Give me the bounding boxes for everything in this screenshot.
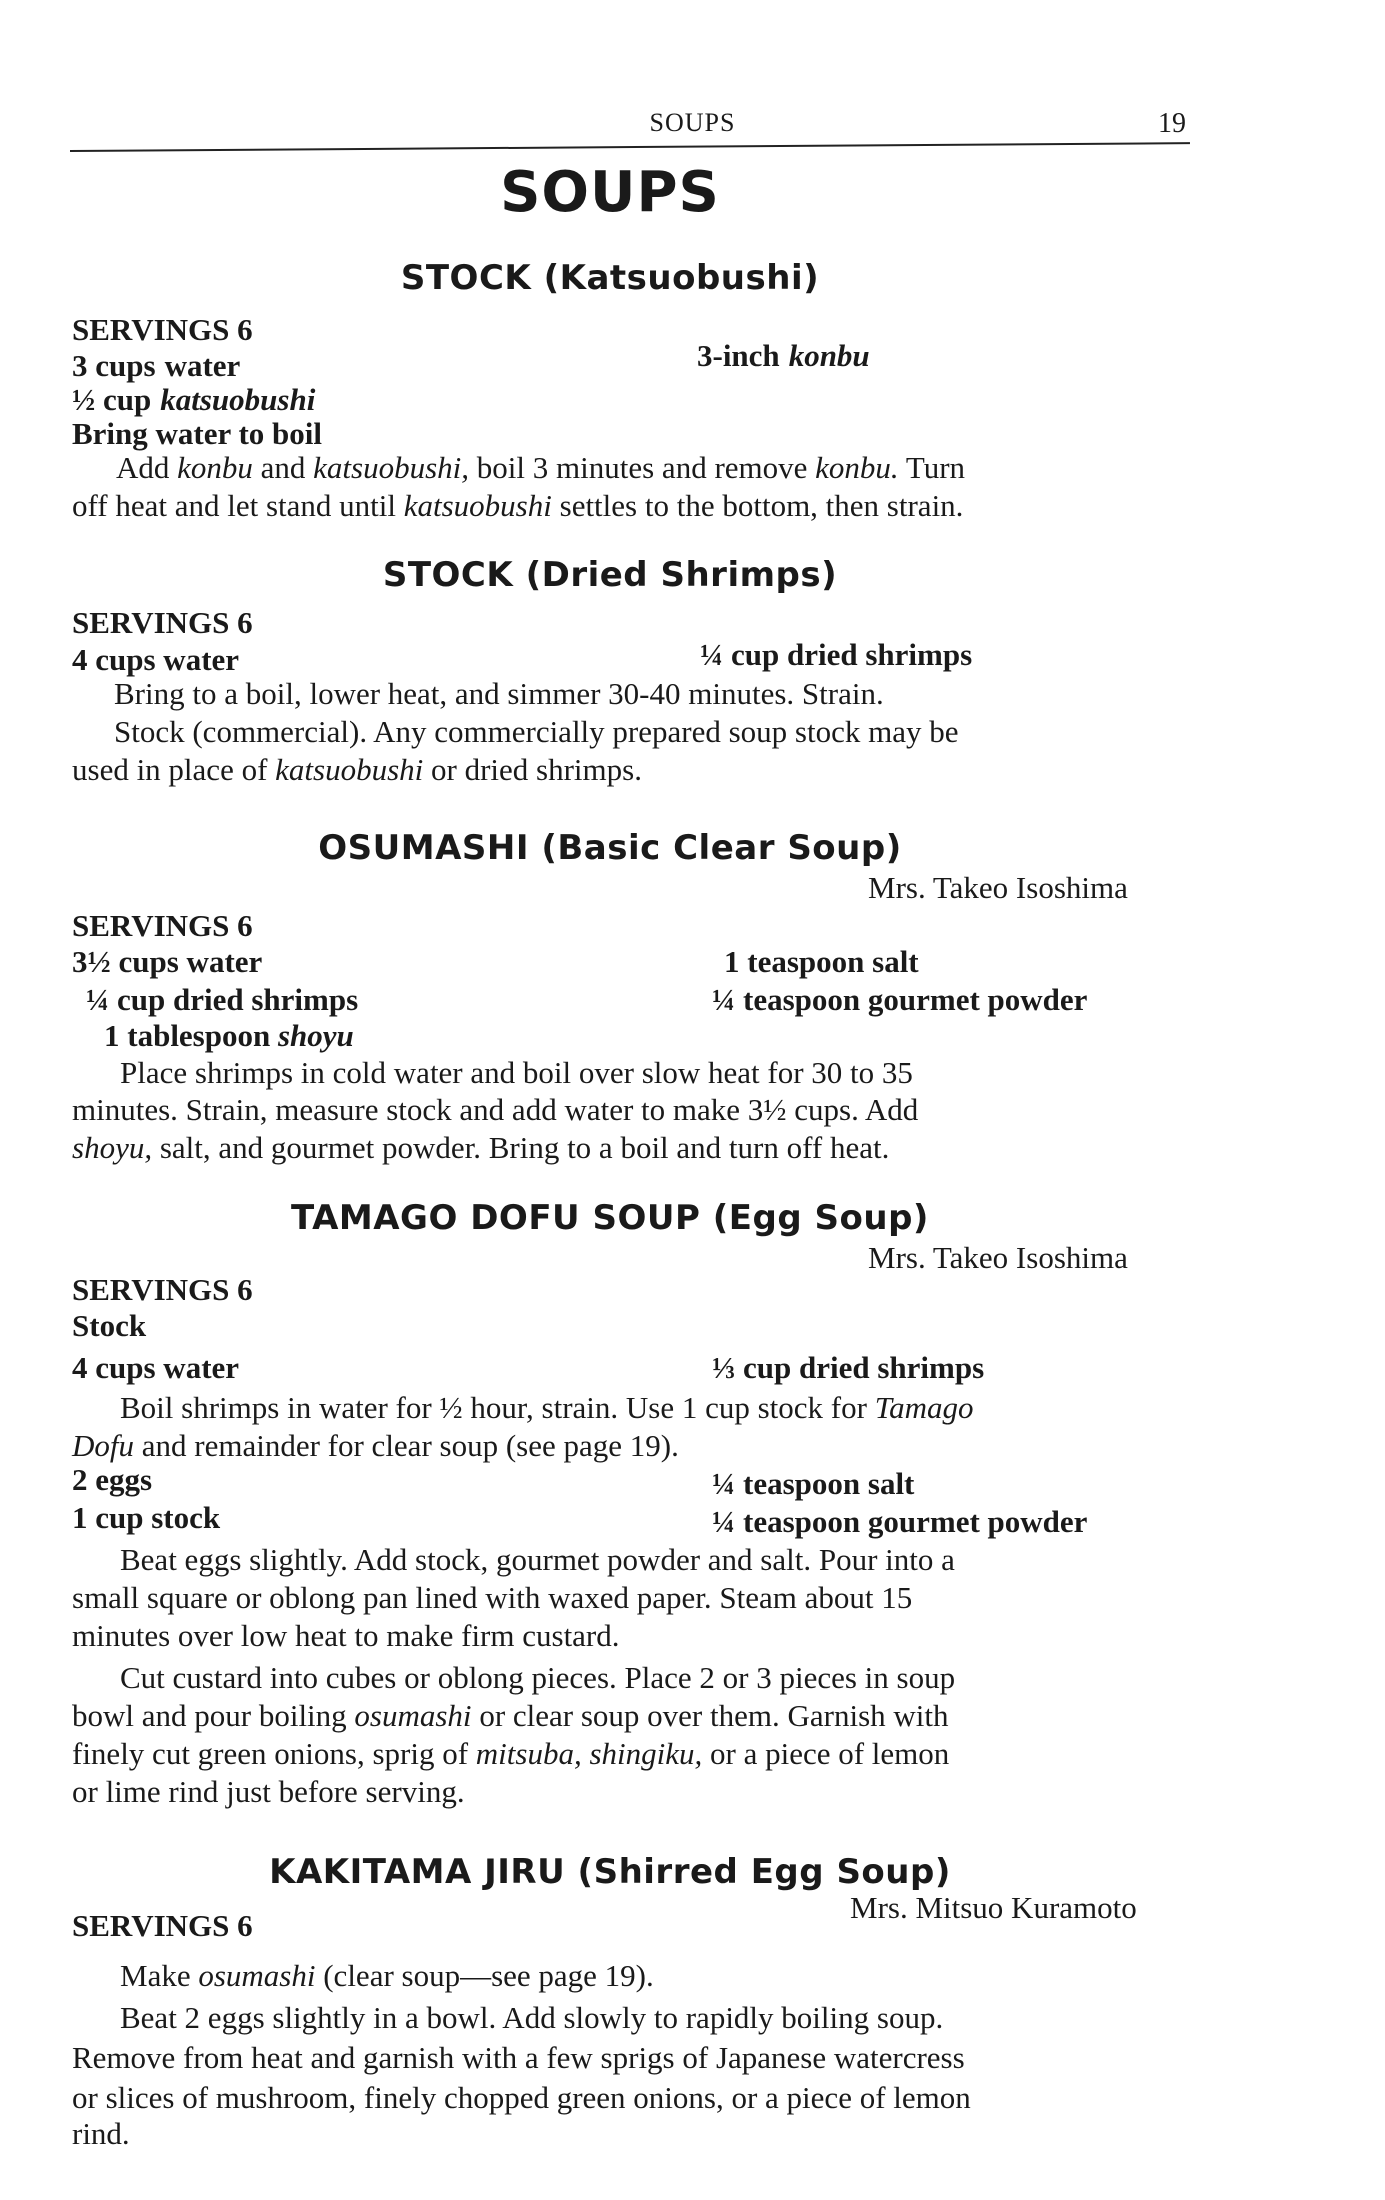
direction-line: minutes. Strain, measure stock and add water to make 3½ cups. Add <box>72 1092 919 1127</box>
servings: SERVINGS 6 <box>72 605 253 640</box>
ingredient-name: katsuobushi <box>160 382 316 417</box>
subheading: Stock <box>72 1308 147 1343</box>
direction-line: Cut custard into cubes or oblong pieces. Place 2 or 3 pieces in soup <box>120 1660 956 1695</box>
direction-line: Dofu and remainder for clear soup (see page 19). <box>72 1428 679 1463</box>
direction-line: Make osumashi (clear soup—see page 19). <box>120 1958 654 1993</box>
recipe-author: Mrs. Takeo Isoshima <box>868 1240 1128 1275</box>
direction-line: Bring to a boil, lower heat, and simmer 30-40 minutes. Strain. <box>114 676 884 711</box>
recipe-title-tamago-dofu: TAMAGO DOFU SOUP (Egg Soup) <box>291 1198 929 1238</box>
servings: SERVINGS 6 <box>72 1272 253 1307</box>
ingredient <box>72 348 240 384</box>
recipe-author: Mrs. Takeo Isoshima <box>868 870 1128 905</box>
recipe-title-osumashi: OSUMASHI (Basic Clear Soup) <box>318 828 902 868</box>
direction-line: bowl and pour boiling osumashi or clear soup over them. Garnish with <box>72 1698 949 1733</box>
ingredient-name: konbu <box>788 338 870 373</box>
direction-line: or lime rind just before serving. <box>72 1774 465 1809</box>
servings: SERVINGS 6 <box>72 1908 253 1943</box>
servings: SERVINGS 6 <box>72 312 253 347</box>
direction-line: Beat 2 eggs slightly in a bowl. Add slowly to rapidly boiling soup. <box>120 2000 944 2035</box>
direction-line: small square or oblong pan lined with waxed paper. Steam about 15 <box>72 1580 913 1615</box>
direction-line: Place shrimps in cold water and boil over slow heat for 30 to 35 <box>120 1055 913 1090</box>
direction-line: Beat eggs slightly. Add stock, gourmet powder and salt. Pour into a <box>120 1542 955 1577</box>
ingredient <box>697 338 870 374</box>
ingredient: 2 eggs <box>72 1462 153 1497</box>
ingredient <box>72 382 315 418</box>
ingredient: 1 cup stock <box>72 1500 221 1535</box>
running-head: SOUPS <box>649 108 736 137</box>
page-number: 19 <box>1158 108 1186 139</box>
direction-line: Remove from heat and garnish with a few sprigs of Japanese watercress <box>72 2040 965 2075</box>
ingredient: 3½ cups water <box>72 944 263 979</box>
ingredient: 4 cups water <box>72 642 240 677</box>
step-line: Bring water to boil <box>72 416 322 451</box>
recipe-author: Mrs. Mitsuo Kuramoto <box>850 1890 1137 1925</box>
ingredient-qty: 3 cups <box>72 348 156 383</box>
direction-line: or slices of mushroom, finely chopped green onions, or a piece of lemon <box>72 2080 971 2115</box>
direction-line: minutes over low heat to make firm custard. <box>72 1618 620 1653</box>
recipe-title-stock-dried-shrimps: STOCK (Dried Shrimps) <box>382 555 838 595</box>
recipe-title-kakitama-jiru: KAKITAMA JIRU (Shirred Egg Soup) <box>269 1852 951 1892</box>
direction-line: off heat and let stand until katsuobushi settles to the bottom, then strain. <box>72 488 964 523</box>
ingredient: 1 tablespoon shoyu <box>104 1018 354 1053</box>
direction-line: Add konbu and katsuobushi, boil 3 minutes and remove konbu. Turn <box>116 450 966 485</box>
ingredient: ¼ teaspoon salt <box>712 1466 915 1501</box>
ingredient-qty: ½ cup <box>72 382 152 417</box>
ingredient: ¼ teaspoon gourmet powder <box>712 982 1088 1017</box>
header-rule <box>70 142 1190 152</box>
ingredient: ¼ teaspoon gourmet powder <box>712 1504 1088 1539</box>
servings: SERVINGS 6 <box>72 908 253 943</box>
recipe-title-stock-katsuobushi: STOCK (Katsuobushi) <box>400 258 820 298</box>
section-title: SOUPS <box>500 160 720 225</box>
direction-line: finely cut green onions, sprig of mitsuba, shingiku, or a piece of lemon <box>72 1736 950 1771</box>
ingredient: ¼ cup dried shrimps <box>86 982 359 1017</box>
direction-line: shoyu, salt, and gourmet powder. Bring to a boil and turn off heat. <box>72 1130 890 1165</box>
direction-line: Stock (commercial). Any commercially prepared soup stock may be <box>114 714 959 749</box>
ingredient: ¼ cup dried shrimps <box>700 637 973 672</box>
ingredient: 4 cups water <box>72 1350 240 1385</box>
ingredient-qty: 3-inch <box>697 338 780 373</box>
ingredient: 1 teaspoon salt <box>724 944 919 979</box>
ingredient-name: water <box>164 348 241 383</box>
ingredient: ⅓ cup dried shrimps <box>712 1350 985 1385</box>
direction-line: rind. <box>72 2116 130 2151</box>
direction-line: Boil shrimps in water for ½ hour, strain. Use 1 cup stock for Tamago <box>120 1390 974 1425</box>
direction-line: used in place of katsuobushi or dried shrimps. <box>72 752 642 787</box>
